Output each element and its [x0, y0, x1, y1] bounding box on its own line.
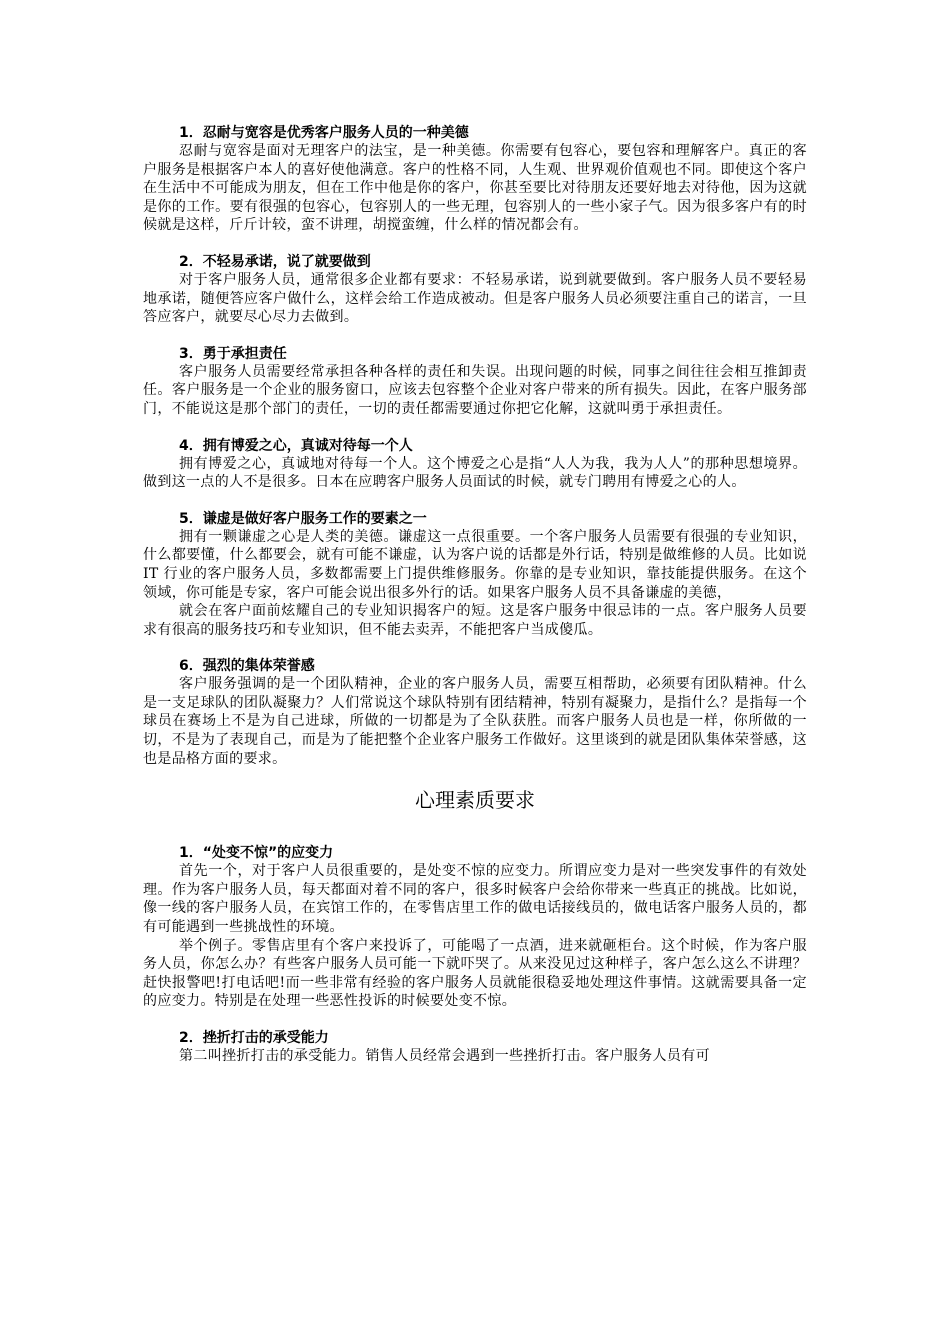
section-paragraph: 就会在客户面前炫耀自己的专业知识揭客户的短。这是客户服务中很忌讳的一点。客户服务人员要求有很高的服务技巧和专业知识，但不能去卖弄，不能把客户当成傻瓜。: [143, 603, 807, 638]
section-heading: 3．勇于承担责任: [179, 345, 287, 362]
section-7: [143, 844, 807, 1011]
section-heading: 5．谦虚是做好客户服务工作的要素之一: [179, 510, 427, 527]
chapter-title: 心理素质要求: [415, 788, 535, 813]
document-page: [143, 124, 807, 1084]
section-5: [143, 510, 807, 640]
section-6: [143, 657, 807, 768]
section-heading: 2．挫折打击的承受能力: [179, 1030, 329, 1046]
section-paragraph: 首先一个，对于客户人员很重要的，是处变不惊的应变力。所谓应变力是对一些突发事件的有效处理。作为客户服务人员，每天都面对着不同的客户，很多时候客户会给你带来一些真正的挑战。比如说，像一线的客户服务人员，在宾馆工作的，在零售店里工作的做电话接线员的，做电话客户服务人员的，都有可能遇到一些挑战性的环境。: [143, 863, 807, 936]
section-paragraph: 对于客户服务人员，通常很多企业都有要求：不轻易承诺，说到就要做到。客户服务人员不要轻易地承诺，随便答应客户做什么，这样会给工作造成被动。但是客户服务人员必须要注重自己的诺言，一旦答应客户，就要尽心尽力去做到。: [143, 271, 807, 326]
section-paragraph: 举个例子。零售店里有个客户来投诉了，可能喝了一点酒，进来就砸柜台。这个时候，作为客户服务人员，你怎么办？有些客户服务人员可能一下就吓哭了。从来没见过这种样子，客户怎么这么不讲理？赶快报警吧!打电话吧!而一些非常有经验的客户服务人员就能很稳妥地处理这件事情。这就需要具备一定的应变力。特别是在处理一些恶性投诉的时候要处变不惊。: [143, 937, 807, 1010]
section-paragraph: 拥有博爱之心，真诚地对待每一个人。这个博爱之心是指“人人为我，我为人人”的那种思想境界。做到这一点的人不是很多。日本在应聘客户服务人员面试的时候，就专门聘用有博爱之心的人。: [143, 455, 807, 491]
section-paragraph: 拥有一颗谦虚之心是人类的美德。谦虚这一点很重要。一个客户服务人员需要有很强的专业知识，什么都要懂，什么都要会，就有可能不谦虚，认为客户说的话都是外行话，特别是做维修的人员。比如说 IT 行业的客户服务人员，多数都需要上门提供维修服务。你靠的是专业知识，靠技能提供服务。在这个领域，你可能是专家，客户可能会说出很多外行的话。如果客户服务人员不具备谦虚的美德，: [143, 528, 807, 601]
section-1: [143, 124, 807, 235]
section-8: [143, 1029, 807, 1066]
section-heading: 1．“处变不惊”的应变力: [179, 845, 334, 862]
section-paragraph: 客户服务强调的是一个团队精神，企业的客户服务人员，需要互相帮助，必须要有团队精神。什么是一支足球队的团队凝聚力？人们常说这个球队特别有团结精神，特别有凝聚力，是指什么？是指每一个球员在赛场上不是为自己进球，所做的一切都是为了全队获胜。而客户服务人员也是一样，你所做的一切，不是为了表现自己，而是为了能把整个企业客户服务工作做好。这里谈到的就是团队集体荣誉感，这也是品格方面的要求。: [143, 676, 807, 767]
section-heading: 4．拥有博爱之心，真诚对待每一个人: [179, 437, 413, 454]
section-2: [143, 253, 807, 327]
section-4: [143, 437, 807, 492]
section-heading: 1．忍耐与宽容是优秀客户服务人员的一种美德: [179, 125, 469, 141]
section-paragraph: 客户服务人员需要经常承担各种各样的责任和失误。出现问题的时候，同事之间往往会相互推卸责任。客户服务是一个企业的服务窗口，应该去包容整个企业对客户带来的所有损失。因此，在客户服务部门，不能说这是那个部门的责任，一切的责任都需要通过你把它化解，这就叫勇于承担责任。: [143, 363, 807, 417]
section-heading: 6．强烈的集体荣誉感: [179, 658, 315, 675]
section-paragraph: 第二叫挫折打击的承受能力。销售人员经常会遇到一些挫折打击。客户服务人员有可: [179, 1048, 710, 1064]
section-paragraph: 忍耐与宽容是面对无理客户的法宝，是一种美德。你需要有包容心，要包容和理解客户。真正的客户服务是根据客户本人的喜好使他满意。客户的性格不同，人生观、世界观价值观也不同。即使这个客户在生活中不可能成为朋友，但在工作中他是你的客户，你甚至要比对待朋友还要好地去对待他，因为这就是你的工作。要有很强的包容心，包容别人的一些无理，包容别人的一些小家子气。因为很多客户有的时候就是这样，斤斤计较，蛮不讲理，胡搅蛮缠，什么样的情况都会有。: [143, 143, 807, 234]
section-heading: 2．不轻易承诺，说了就要做到: [179, 253, 371, 270]
section-3: [143, 345, 807, 419]
